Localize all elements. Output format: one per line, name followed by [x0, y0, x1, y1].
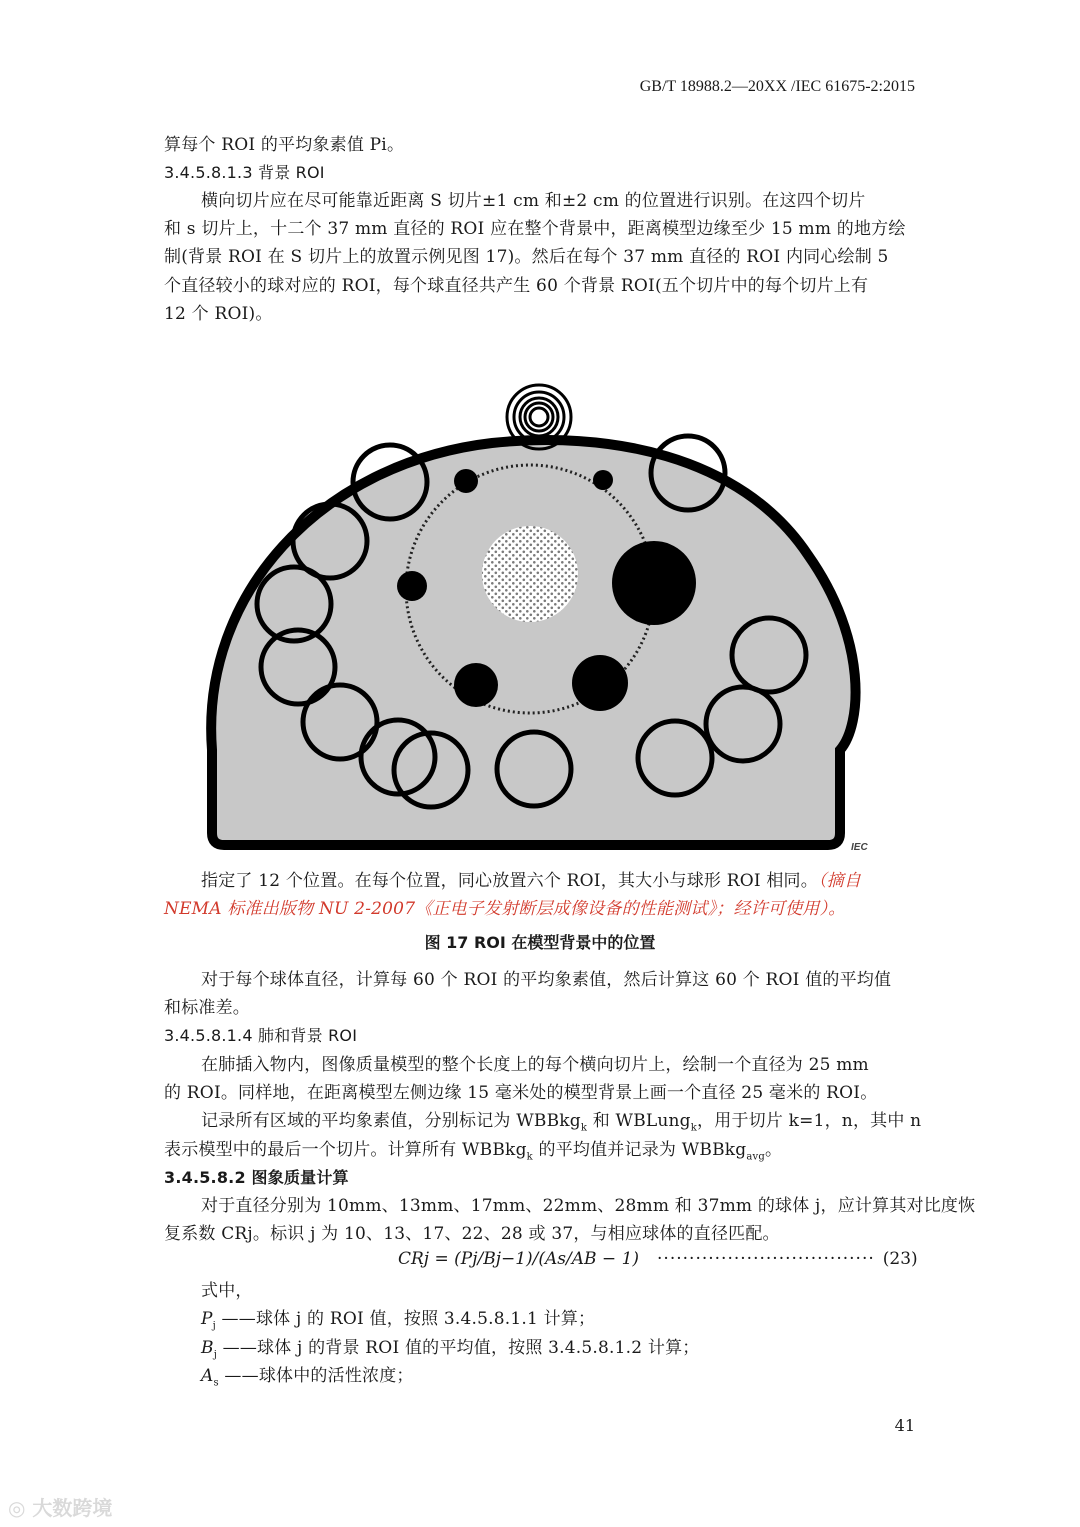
figure-note-source-start: （摘自 — [817, 871, 862, 891]
sphere-22mm — [454, 663, 498, 707]
subscript: k — [526, 1151, 533, 1163]
watermark-logo-icon: ◎ — [8, 1496, 33, 1520]
figure-note-line — [201, 867, 861, 895]
text-span: 表示模型中的最后一个切片。计算所有 WBBkg — [164, 1140, 527, 1160]
symbol: A — [201, 1366, 214, 1386]
watermark — [8, 1492, 112, 1521]
subscript: j — [212, 1320, 216, 1332]
paragraph-line: 算每个 ROI 的平均象素值 Pi。 — [164, 135, 405, 155]
paragraph-line: 12 个 ROI)。 — [164, 304, 273, 324]
section-heading-image-quality: 3.4.5.8.2 图象质量计算 — [164, 1168, 349, 1187]
paragraph-line: 复系数 CRj。标识 j 为 10、13、17、22、28 或 37，与相应球体的直径匹配。 — [164, 1224, 780, 1244]
equation-number: (23) — [882, 1249, 918, 1269]
sphere-28mm — [572, 655, 628, 711]
subscript: s — [213, 1377, 219, 1389]
sphere-10mm — [593, 470, 613, 490]
paragraph-line: 和标准差。 — [164, 998, 250, 1018]
phantom-body-outline — [211, 440, 855, 845]
figure-note-text: 指定了 12 个位置。在每个位置，同心放置六个 ROI，其大小与球形 ROI 相同。 — [201, 871, 818, 891]
text-span: 记录所有区域的平均象素值，分别标记为 WBBkg — [201, 1111, 581, 1131]
paragraph-line: 个直径较小的球对应的 ROI，每个球直径共产生 60 个背景 ROI(五个切片中的每个切片上有 — [164, 276, 869, 296]
paragraph-line: 对于直径分别为 10mm、13mm、17mm、22mm、28mm 和 37mm 的球体 j，应计算其对比度恢 — [201, 1196, 976, 1216]
sphere-13mm — [454, 469, 478, 493]
phantom-roi-figure — [200, 375, 880, 855]
paragraph-line: 的 ROI。同样地，在距离模型左侧边缘 15 毫米处的模型背景上画一个直径 25 毫米的 ROI。 — [164, 1083, 878, 1103]
definition-text: ——球体 j 的背景 ROI 值的平均值，按照 3.4.5.8.1.2 计算； — [217, 1338, 700, 1358]
equation-23 — [398, 1249, 918, 1269]
symbol: B — [201, 1338, 214, 1358]
text-span: ，用于切片 k=1，n，其中 n — [697, 1111, 922, 1131]
page-number: 41 — [894, 1416, 915, 1435]
paragraph-line: 制(背景 ROI 在 S 切片上的放置示例见图 17)。然后在每个 37 mm 直径的 ROI 内同心绘制 5 — [164, 247, 889, 267]
lung-insert — [482, 526, 578, 622]
page-header: GB/T 18988.2—20XX /IEC 61675-2:2015 — [639, 78, 915, 95]
figure-caption: 图 17 ROI 在模型背景中的位置 — [424, 933, 656, 952]
sphere-37mm — [612, 541, 696, 625]
paragraph-line: 和 s 切片上，十二个 37 mm 直径的 ROI 应在整个背景中，距离模型边缘至少 15 mm 的地方绘 — [164, 219, 906, 239]
section-heading-lung-background-roi: 3.4.5.8.1.4 肺和背景 ROI — [164, 1026, 358, 1045]
figure-iec-label: IEC — [851, 842, 868, 853]
definition-text: ——球体 j 的 ROI 值，按照 3.4.5.8.1.1 计算； — [215, 1309, 596, 1329]
figure-note-source: NEMA 标准出版物 NU 2-2007《正电子发射断层成像设备的性能测试》；经许可使用）。 — [164, 899, 846, 919]
text-span: 和 WBLung — [587, 1111, 691, 1131]
subscript: j — [213, 1349, 218, 1361]
text-span: 的平均值并记录为 WBBkg — [532, 1140, 747, 1160]
paragraph-line: 对于每个球体直径，计算每 60 个 ROI 的平均象素值，然后计算这 60 个 ROI 值的平均值 — [201, 970, 892, 990]
paragraph-line: 横向切片应在尽可能靠近距离 S 切片±1 cm 和±2 cm 的位置进行识别。在这四个切片 — [201, 191, 866, 211]
subscript: k — [690, 1122, 698, 1134]
paragraph-line: 在肺插入物内，图像质量模型的整个长度上的每个横向切片上，绘制一个直径为 25 mm — [201, 1055, 869, 1075]
subscript: k — [580, 1122, 588, 1134]
definition-text: ——球体中的活性浓度； — [218, 1366, 414, 1386]
symbol: P — [201, 1309, 213, 1329]
definition-a — [201, 1362, 414, 1397]
sphere-17mm — [397, 571, 427, 601]
text-span: 。 — [765, 1140, 783, 1160]
watermark-text: 大数跨境 — [32, 1496, 113, 1520]
subscript: avg — [746, 1151, 765, 1163]
where-label: 式中， — [201, 1281, 253, 1301]
section-heading-background-roi: 3.4.5.8.1.3 背景 ROI — [164, 163, 325, 182]
equation-leader-dots: ·································· — [657, 1249, 875, 1269]
equation-text: CRj = (Pj/Bj−1)/(As/AB − 1) — [398, 1249, 640, 1269]
